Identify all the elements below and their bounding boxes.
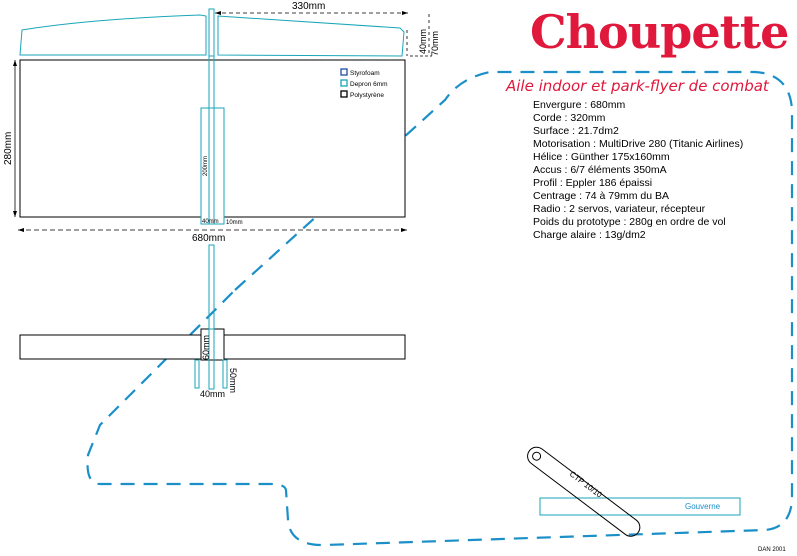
fin-profile [209, 9, 214, 56]
legend-label-polystyrene: Polystyrène [350, 92, 384, 99]
author-credit: DAN 2001 [758, 547, 786, 553]
dim-arrow [215, 11, 221, 15]
dim-label-tip-height: 40mm [418, 28, 428, 54]
spec-item: Profil : Eppler 186 épaissi [533, 177, 653, 189]
dim-label-spar-length: 200mm [203, 155, 209, 176]
dim-label-front-width: 40mm [200, 389, 226, 399]
fin-front-right [223, 360, 227, 388]
spec-item: Poids du prototype : 280g en ordre de vol [533, 216, 726, 228]
wing-profile-right [218, 16, 404, 56]
spec-item: Surface : 21.7dm2 [533, 125, 619, 137]
page-subtitle: Aile indoor et park-flyer de combat [506, 77, 769, 95]
fin-front-left [195, 360, 199, 388]
dim-label-fin-height: 70mm [430, 30, 440, 56]
dim-label-span: 680mm [192, 233, 226, 244]
spec-item: Radio : 2 servos, variateur, récepteur [533, 203, 706, 215]
dim-label-front-fin: 50mm [228, 368, 238, 394]
dim-label-chord: 280mm [3, 131, 14, 165]
spec-item: Charge alaire : 13g/dm2 [533, 229, 646, 241]
control-surface-label: Gouverne [685, 502, 721, 511]
page-title: Choupette [530, 5, 789, 59]
spec-list [533, 99, 743, 242]
control-horn [524, 444, 643, 540]
dim-arrow [13, 211, 17, 217]
dim-label-spar-width: 40mm [202, 219, 219, 225]
fuselage-front-upper [209, 245, 214, 335]
horn-hole [531, 451, 542, 462]
dim-arrow [18, 228, 24, 232]
legend-label-depron: Depron 6mm [350, 81, 388, 88]
spec-item: Centrage : 74 à 79mm du BA [533, 190, 669, 202]
dim-label-front-block: 60mm [201, 334, 211, 360]
spec-item: Accus : 6/7 éléments 350mA [533, 164, 667, 176]
spec-item: Envergure : 680mm [533, 99, 626, 111]
dim-arrow [401, 228, 407, 232]
dim-label-fuselage-width: 10mm [226, 220, 243, 226]
spec-item: Motorisation : MultiDrive 280 (Titanic Airlines) [533, 138, 744, 150]
dim-arrow [13, 60, 17, 66]
legend-label-styrofoam: Styrofoam [350, 70, 380, 77]
spec-item: Corde : 320mm [533, 112, 606, 124]
control-horn-label: CTP 10/10 [567, 469, 604, 500]
dim-arrow [402, 11, 408, 15]
wing-profile-left [20, 15, 206, 55]
dim-label-half-span: 330mm [292, 1, 326, 12]
spec-item: Hélice : Günther 175x160mm [533, 151, 670, 163]
